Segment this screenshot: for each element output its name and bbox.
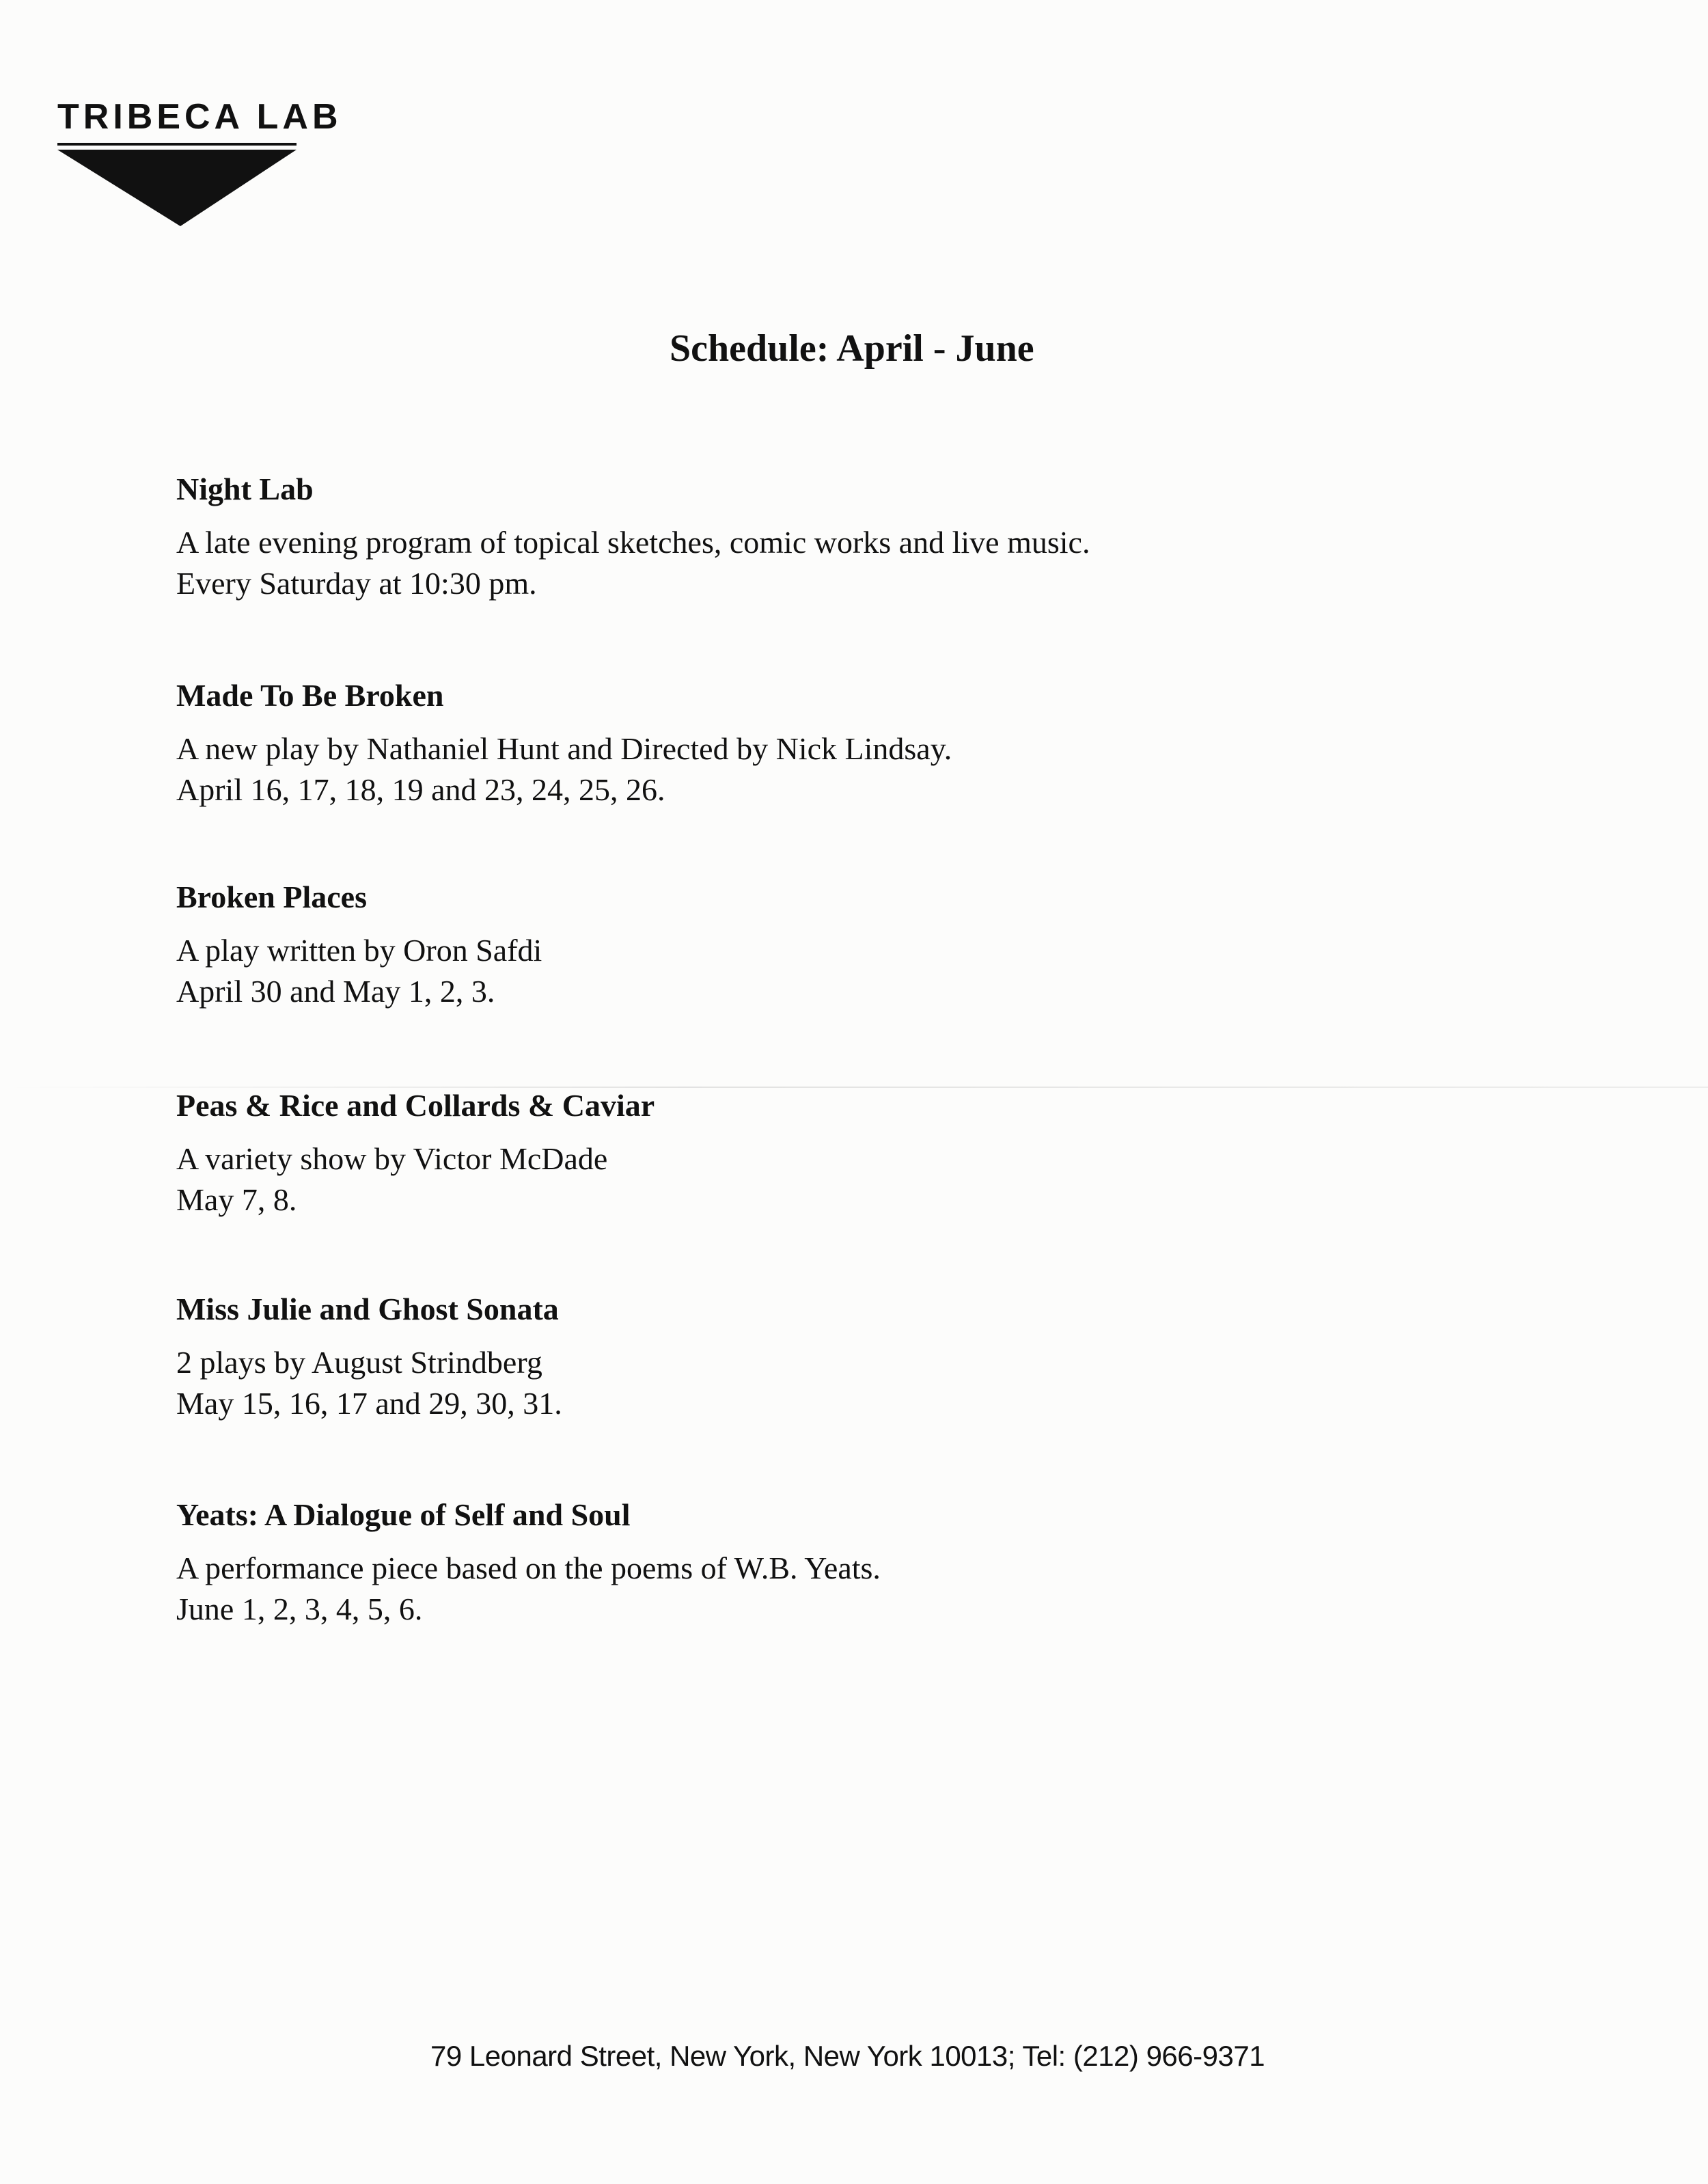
event-description: A performance piece based on the poems of W.B. Yeats.: [176, 1551, 881, 1585]
event-dates: June 1, 2, 3, 4, 5, 6.: [176, 1592, 423, 1626]
event-description: A new play by Nathaniel Hunt and Directed by Nick Lindsay.: [176, 731, 952, 766]
event-name: Miss Julie and Ghost Sonata: [176, 1292, 559, 1326]
event-night-lab: [176, 469, 1090, 604]
logo-text: TRIBECA LAB: [57, 97, 342, 137]
event-dates: May 7, 8.: [176, 1182, 297, 1217]
event-dates: April 30 and May 1, 2, 3.: [176, 974, 495, 1009]
event-made-to-be-broken: [176, 675, 952, 810]
event-description: 2 plays by August Strindberg: [176, 1345, 542, 1380]
event-name: Broken Places: [176, 879, 367, 914]
footer-address: 79 Leonard Street, New York, New York 10013; Tel: (212) 966-9371: [430, 2040, 1265, 2072]
event-dates: Every Saturday at 10:30 pm.: [176, 566, 537, 601]
schedule-title: Schedule: April - June: [670, 327, 1034, 370]
event-dates: April 16, 17, 18, 19 and 23, 24, 25, 26.: [176, 772, 665, 807]
event-broken-places: [176, 877, 542, 1012]
event-miss-julie-ghost-sonata: [176, 1289, 562, 1424]
event-yeats-dialogue: [176, 1494, 881, 1630]
logo-triangle-icon: [57, 150, 297, 226]
logo-rule: [57, 143, 297, 146]
event-dates: May 15, 16, 17 and 29, 30, 31.: [176, 1386, 562, 1421]
event-name: Yeats: A Dialogue of Self and Soul: [176, 1497, 631, 1532]
event-peas-and-rice: [176, 1085, 655, 1220]
tribeca-lab-logo: [57, 97, 342, 226]
event-description: A late evening program of topical sketches, comic works and live music.: [176, 525, 1090, 560]
event-name: Peas & Rice and Collards & Caviar: [176, 1088, 655, 1123]
event-description: A play written by Oron Safdi: [176, 933, 542, 968]
event-description: A variety show by Victor McDade: [176, 1141, 608, 1176]
event-name: Night Lab: [176, 472, 314, 506]
event-name: Made To Be Broken: [176, 678, 444, 713]
